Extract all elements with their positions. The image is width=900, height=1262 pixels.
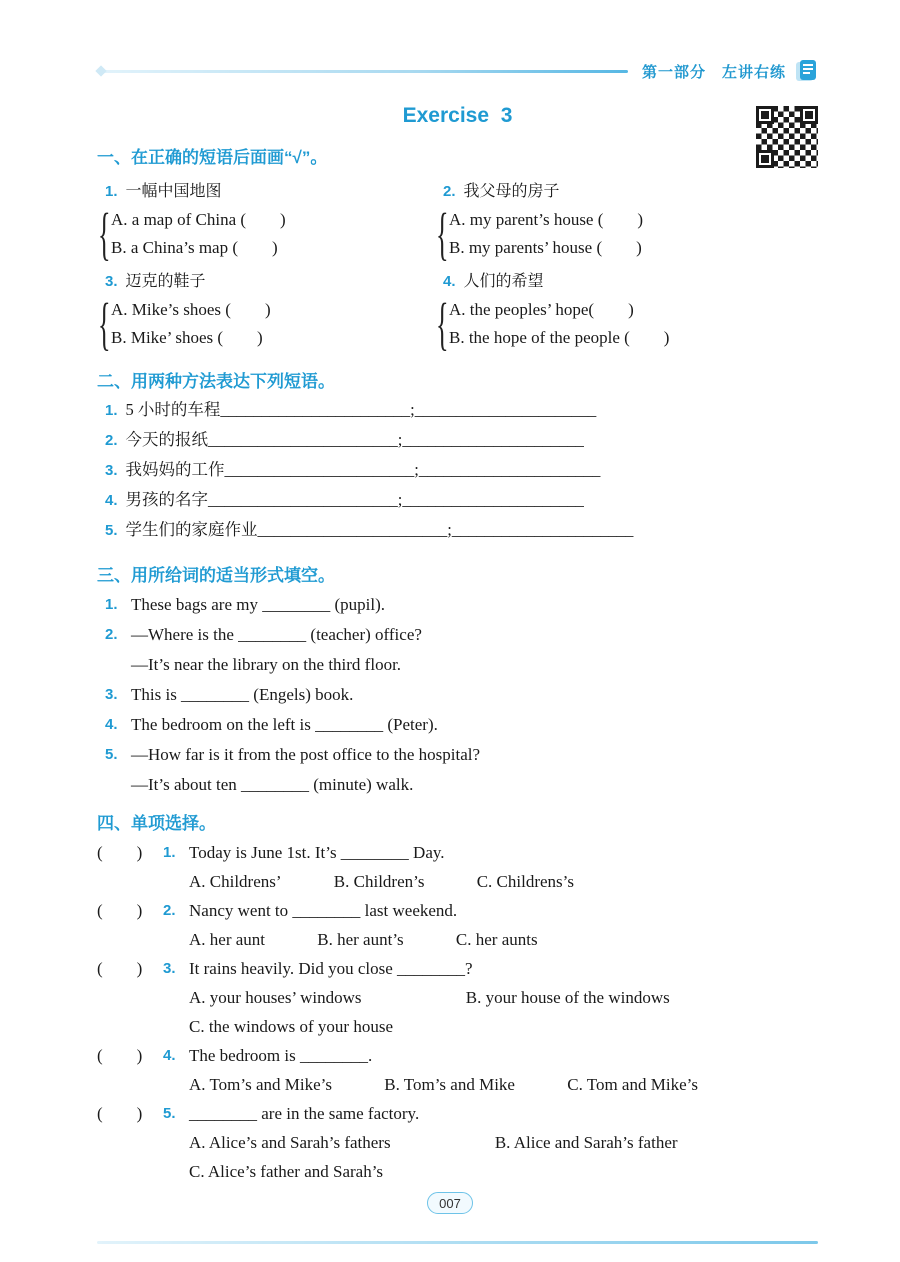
question-text: It rains heavily. Did you close ________?: [189, 959, 473, 978]
mc-question-2: [97, 896, 818, 954]
answer-parentheses: ( ): [97, 901, 143, 920]
answer-parentheses: ( ): [97, 1046, 143, 1065]
option-line: [189, 867, 818, 896]
gap-fill-item-5: [105, 740, 818, 800]
option-b: B. my parents’ house ( ): [449, 238, 642, 257]
option-a: A. a map of China ( ): [111, 210, 286, 229]
item-number: 4.: [105, 492, 118, 509]
option-pair: [97, 291, 435, 356]
item-number: 2.: [105, 626, 118, 643]
choice-a: A. her aunt: [189, 930, 266, 949]
page-number-badge: 007: [427, 1192, 473, 1214]
item-number: 3.: [105, 273, 118, 290]
choice-a: A. Tom’s and Mike’s: [189, 1075, 332, 1094]
section-two: [97, 368, 818, 546]
item-number: 5.: [105, 522, 118, 539]
diamond-ornament: [95, 65, 106, 76]
choice-c: C. Childrens’s: [476, 872, 575, 891]
fill-line-1: [97, 396, 818, 426]
option-a: A. Mike’s shoes ( ): [111, 300, 271, 319]
phrase-item-1: [97, 178, 435, 266]
choice-b: B. Alice and Sarah’s father: [494, 1133, 678, 1152]
question-text: Today is June 1st. It’s ________ Day.: [189, 843, 445, 862]
fill-line-2: [97, 426, 818, 456]
sentence: —How far is it from the post office to the hospital?: [131, 745, 481, 764]
fill-line-text: 男孩的名字_______________________;______________________: [125, 490, 584, 509]
item-number: 4.: [163, 1047, 176, 1064]
gap-fill-item-4: [105, 710, 818, 740]
brace-bracket: {: [435, 291, 449, 356]
option-pair: [435, 201, 818, 266]
phrase-chinese: 我父母的房子: [463, 183, 560, 200]
option-line: [189, 1128, 818, 1157]
gap-fill-item-1: [105, 590, 818, 620]
section-two-heading: 二、用两种方法表达下列短语。: [97, 372, 335, 391]
option-a: A. my parent’s house ( ): [449, 210, 644, 229]
fill-line-text: 我妈妈的工作_______________________;______________________: [125, 460, 601, 479]
brace-bracket: {: [97, 201, 111, 266]
question-text: The bedroom is ________.: [189, 1046, 373, 1065]
item-number: 1.: [105, 402, 118, 419]
fill-line-5: [97, 516, 818, 546]
answer-parentheses: ( ): [97, 959, 143, 978]
option-b: B. Mike’ shoes ( ): [111, 328, 263, 347]
item-number: 2.: [443, 183, 456, 200]
section-one: [97, 144, 818, 356]
item-number: 3.: [105, 462, 118, 479]
sentence-continuation: —It’s about ten ________ (minute) walk.: [131, 775, 414, 794]
fill-line-3: [97, 456, 818, 486]
phrase-item-3: [97, 268, 435, 356]
sentence: This is ________ (Engels) book.: [131, 685, 354, 704]
qr-finder-top-left: [756, 106, 774, 124]
qr-code: [756, 106, 818, 168]
phrase-chinese: 一幅中国地图: [125, 183, 222, 200]
question-text: ________ are in the same factory.: [189, 1104, 420, 1123]
item-number: 3.: [163, 960, 176, 977]
item-number: 1.: [105, 183, 118, 200]
section-three: [97, 562, 818, 800]
mc-question-3: [97, 954, 818, 1041]
option-a: A. the peoples’ hope( ): [449, 300, 634, 319]
choice-c: C. Tom and Mike’s: [567, 1075, 698, 1094]
option-b: B. a China’s map ( ): [111, 238, 278, 257]
sentence-continuation: —It’s near the library on the third floor.: [131, 655, 402, 674]
section-four-heading: 四、单项选择。: [97, 814, 216, 833]
item-number: 4.: [443, 273, 456, 290]
phrase-cn-line: [97, 268, 435, 296]
section-three-heading: 三、用所给词的适当形式填空。: [97, 566, 335, 585]
header-rule: [102, 70, 628, 73]
gap-fill-item-2: [105, 620, 818, 680]
item-number: 2.: [163, 902, 176, 919]
sentence: The bedroom on the left is ________ (Peter).: [131, 715, 438, 734]
choice-c: C. her aunts: [455, 930, 538, 949]
choice-b: B. your house of the windows: [465, 988, 670, 1007]
mc-question-4: [97, 1041, 818, 1099]
fill-line-text: 5 小时的车程_______________________;______________________: [125, 400, 597, 419]
qr-finder-top-right: [800, 106, 818, 124]
book-pages-icon: [794, 59, 818, 83]
choice-b: B. her aunt’s: [317, 930, 404, 949]
option-line: [189, 1157, 818, 1186]
phrase-chinese: 迈克的鞋子: [125, 273, 206, 290]
choice-a: A. Childrens’: [189, 872, 282, 891]
section-four: [97, 810, 818, 1186]
option-line: [189, 983, 818, 1012]
fill-line-text: 今天的报纸_______________________;______________________: [125, 430, 584, 449]
choice-a: A. Alice’s and Sarah’s fathers: [189, 1133, 391, 1152]
item-number: 5.: [105, 746, 118, 763]
option-pair: [97, 201, 435, 266]
brace-bracket: {: [97, 291, 111, 356]
item-number: 1.: [105, 596, 118, 613]
mc-question-5: [97, 1099, 818, 1186]
sentence: —Where is the ________ (teacher) office?: [131, 625, 422, 644]
answer-parentheses: ( ): [97, 843, 143, 862]
fill-line-text: 学生们的家庭作业_______________________;______________________: [125, 520, 634, 539]
item-number: 2.: [105, 432, 118, 449]
header-part-label: 第一部分 左讲右练: [641, 63, 786, 81]
brace-bracket: {: [435, 201, 449, 266]
option-line: [189, 1012, 818, 1041]
section-one-grid: [97, 178, 818, 356]
page-title: Exercise 3: [402, 104, 513, 127]
option-line: [189, 1070, 818, 1099]
option-b: B. the hope of the people ( ): [449, 328, 670, 347]
answer-parentheses: ( ): [97, 1104, 143, 1123]
fill-line-4: [97, 486, 818, 516]
item-number: 5.: [163, 1105, 176, 1122]
choice-c: C. Alice’s father and Sarah’s: [189, 1162, 384, 1181]
phrase-cn-line: [97, 178, 435, 206]
question-text: Nancy went to ________ last weekend.: [189, 901, 458, 920]
phrase-cn-line: [435, 268, 818, 296]
option-line: [189, 925, 818, 954]
qr-finder-bottom-left: [756, 150, 774, 168]
item-number: 3.: [105, 686, 118, 703]
section-one-heading: 一、在正确的短语后面画“√”。: [97, 148, 328, 167]
phrase-item-2: [435, 178, 818, 266]
gap-fill-item-3: [105, 680, 818, 710]
choice-c: C. the windows of your house: [189, 1017, 393, 1036]
phrase-chinese: 人们的希望: [463, 273, 544, 290]
option-pair: [435, 291, 818, 356]
choice-b: B. Children’s: [333, 872, 425, 891]
page-header: [97, 62, 818, 80]
footer-rule: [97, 1241, 818, 1244]
sentence: These bags are my ________ (pupil).: [131, 595, 385, 614]
phrase-cn-line: [435, 178, 818, 206]
mc-question-1: [97, 838, 818, 896]
choice-b: B. Tom’s and Mike: [384, 1075, 515, 1094]
choice-a: A. your houses’ windows: [189, 988, 362, 1007]
item-number: 4.: [105, 716, 118, 733]
phrase-item-4: [435, 268, 818, 356]
item-number: 1.: [163, 844, 176, 861]
